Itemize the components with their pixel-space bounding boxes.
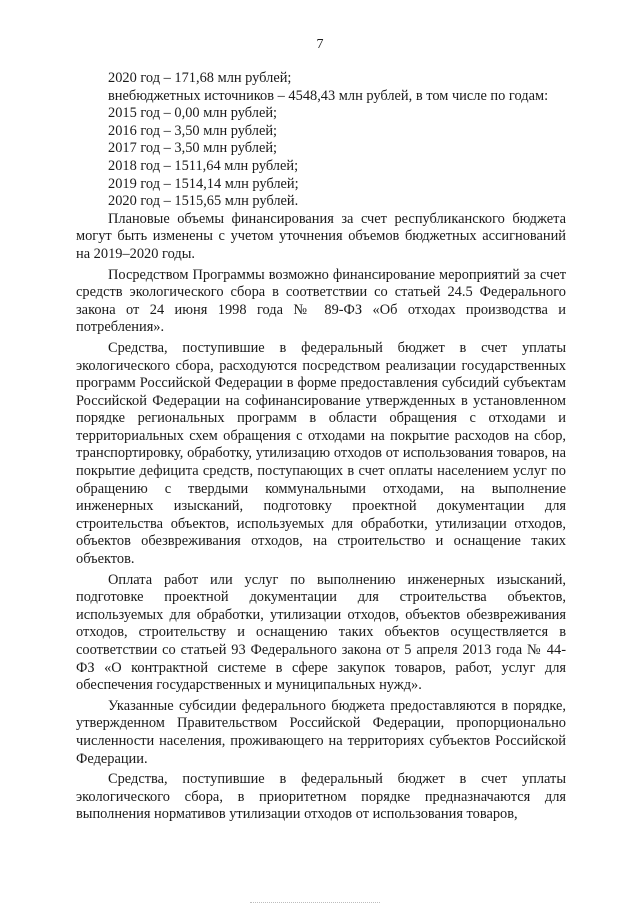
paragraph-planned-financing: Плановые объемы финансирования за счет республиканского бюджета могут быть изменены с учетом уточнения объемов бюджетных ассигнований на 2019–2020 годы.: [76, 210, 566, 262]
year-line-2018: 2018 год – 1511,64 млн рублей;: [108, 157, 299, 174]
page-number: 7: [316, 37, 324, 52]
year-line-2020: 2020 год – 1515,65 млн рублей.: [108, 193, 299, 210]
year-line-2020-republic: 2020 год – 171,68 млн рублей;: [108, 70, 292, 86]
offbudget-sources-paragraph: внебюджетных источников – 4548,43 млн рублей, в том числе по годам:: [108, 87, 549, 104]
year-line-2017: 2017 год – 3,50 млн рублей;: [108, 140, 278, 157]
paragraph-priority-use: Средства, поступившие в федеральный бюджет в счет уплаты экологического сбора, в приоритетном порядке предназначаются для выполнения нормативов утилизации отходов от использования товаров,: [76, 771, 566, 823]
paragraph-subsidies: Указанные субсидии федерального бюджета предоставляются в порядке, утвержденном Правительством Российской Федерации, пропорционально численности населения, проживающего на территориях субъектов Российской Федерации.: [76, 697, 566, 767]
paragraph-federal-budget-funds: Средства, поступившие в федеральный бюджет в счет уплаты экологического сбора, расходуются посредством реализации государственных программ Российской Федерации в форме предоставления субсидий субъектам Российской Федерации на софинансирование утвержденных в установленном порядке региональных программ в области обращения с отходами и территориальных схем обращения с отходами на покрытие расходов на сбор, транспортировку, обработку, утилизацию отходов от использования товаров, на покрытие дефицита средств, поступающих в счет оплаты населением услуг по обращению с твердыми коммунальными отходами, на выполнение инженерных изысканий, подготовку проектной документации для строительства объектов, используемых для обработки, утилизации отходов, объектов обезвреживания отходов, на строительство и оснащение таких объектов.: [76, 339, 566, 568]
paragraph-ecological-fee-financing: Посредством Программы возможно финансирование мероприятий за счет средств экологического сбора в соответствии со статьей 24.5 Федерального закона от 24 июня 1998 года № 89-ФЗ «Об отходах производства и потребления».: [76, 266, 566, 336]
paragraph-payment-for-works: Оплата работ или услуг по выполнению инженерных изысканий, подготовке проектной документации для строительства объектов, используемых для обработки, утилизации отходов, объектов обезвреживания отходов, строительству и оснащению таких объектов осуществляется в соответствии со статьей 93 Федерального закона от 5 апреля 2013 года № 44-ФЗ «О контрактной системе в сфере закупок товаров, работ, услуг для обеспечения государственных и муниципальных нужд».: [76, 571, 566, 694]
year-line-2015: 2015 год – 0,00 млн рублей;: [108, 105, 278, 122]
year-line-2016: 2016 год – 3,50 млн рублей;: [108, 122, 278, 139]
document-body: [76, 70, 566, 824]
year-line-2019: 2019 год – 1514,14 млн рублей;: [108, 175, 299, 192]
